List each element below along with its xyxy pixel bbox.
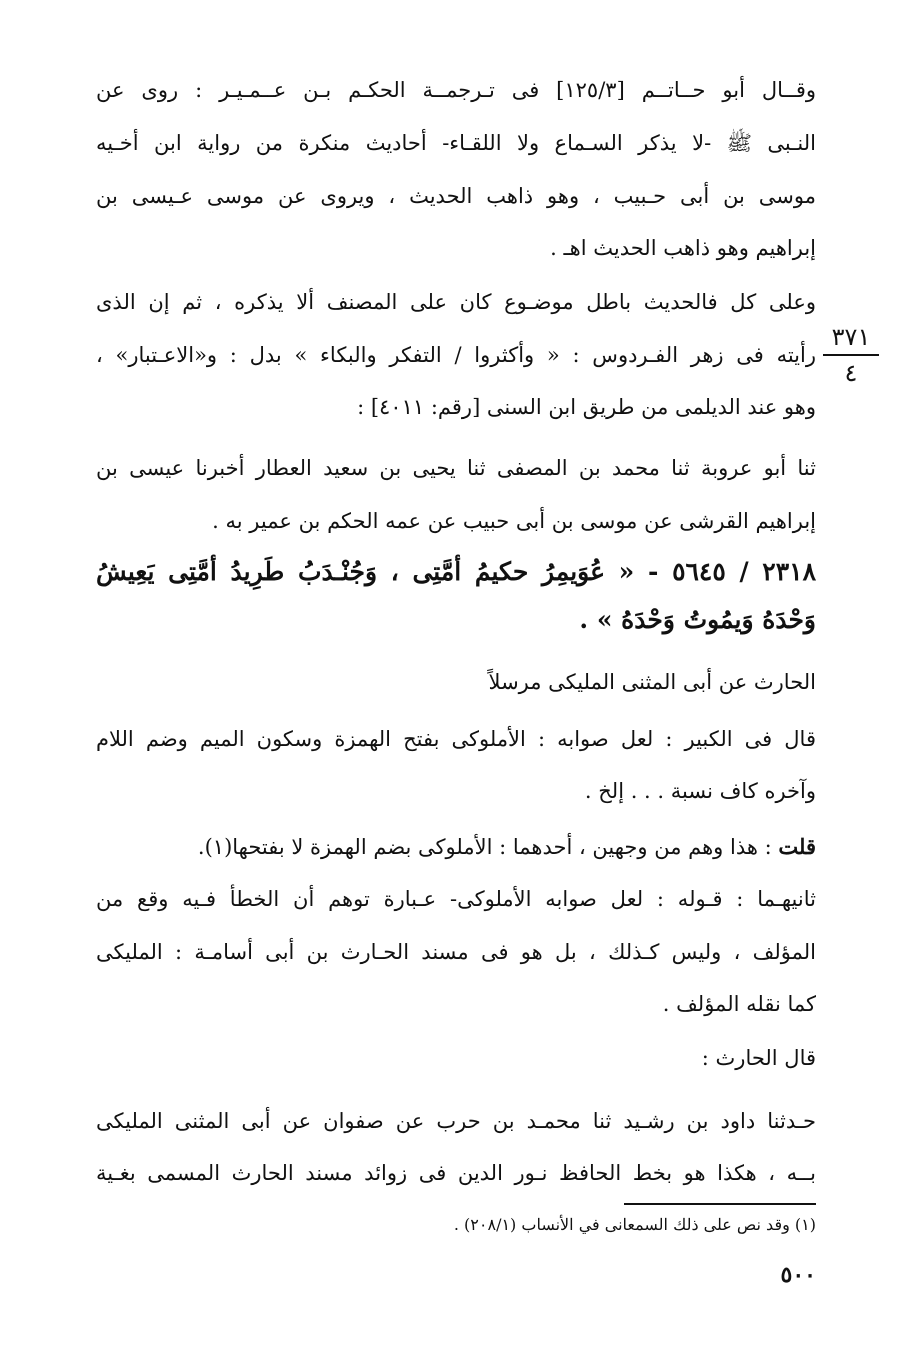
text-line: حـدثنا داود بن رشـيد ثنا محمـد بن حرب عن صفوان عن أبى المثنى المليكى [96, 1109, 816, 1133]
footnote: (١) وقد نص على ذلك السمعانى في الأنساب (٢٠٨/١) . [453, 1215, 816, 1234]
text-line: الحارث عن أبى المثنى المليكى مرسلاً [488, 670, 816, 694]
text-line: ثانيهـما : قـوله : لعل صوابه الأملوكى- عـبارة توهم أن الخطأ فـيه وقع من [96, 887, 816, 911]
text-line: المؤلف ، وليس كـذلك ، بل هو فى مسند الحـارث بن أبى أسامـة : المليكى [96, 940, 816, 964]
text-line [96, 829, 816, 865]
text-segment: : هذا وهم من وجهين ، أحدهما : الأملوكى بضم الهمزة لا بفتحها(١). [197, 835, 772, 859]
text-line: قال الحارث : [701, 1046, 816, 1070]
text-line: ثنا أبو عروبة ثنا محمد بن المصفى ثنا يحيى بن سعيد العطار أخبرنا عيسى بن [96, 456, 816, 480]
text-line: النـبى ﷺ -لا يذكر السـماع ولا اللقـاء- أحاديث منكرة من رواية ابن أخـيه [96, 131, 816, 155]
text-line: بــه ، هكذا هو بخط الحافظ نـور الدين فى زوائد مسند الحارث المسمى بغـية [96, 1161, 816, 1185]
margin-reference-top: ٣٧١ [823, 322, 879, 356]
text-line: وقــال أبو حــاتــم [١٢٥/٣] فى تـرجمــة الحكـم بـن عــمـيـر : روى عن [96, 78, 816, 102]
qultu-label: قلت [778, 834, 816, 859]
margin-reference [823, 322, 879, 388]
text-line: إبراهيم وهو ذاهب الحديث اهـ . [550, 236, 816, 260]
hadith-line: وَحْدَهُ وَيمُوتُ وَحْدَهُ » . [579, 605, 816, 634]
footnote-divider [624, 1203, 816, 1205]
text-line: إبراهيم القرشى عن موسى بن أبى حبيب عن عمه الحكم بن عمير به . [212, 509, 816, 533]
text-line: قال فى الكبير : لعل صوابه : الأملوكى بفتح الهمزة وسكون الميم وضم اللام [96, 727, 816, 751]
text-line: رأيته فى زهر الفـردوس : « وأكثروا / التفكر والبكاء » بدل : و«الاعـتبار» ، [96, 343, 816, 367]
text-line: موسى بن أبى حـبيب ، وهو ذاهب الحديث ، ويروى عن موسى عـيسى بن [96, 184, 816, 208]
hadith-line: ٢٣١٨ / ٥٦٤٥ - « عُوَيمِرُ حكيمُ أمَّتِى ، وَجُنْـدَبُ طَرِيدُ أمَّتِى يَعِيشُ [96, 557, 816, 586]
margin-reference-bottom: ٤ [844, 359, 858, 387]
text-line: وهو عند الديلمى من طريق ابن السنى [رقم: ٤٠١١] : [357, 395, 816, 419]
page-number: ٥٠٠ [780, 1262, 816, 1288]
text-line: وعلى كل فالحديث باطل موضـوع كان على المصنف ألا يذكره ، ثم إن الذى [96, 290, 816, 314]
text-line: وآخره كاف نسبة . . . إلخ . [584, 779, 816, 803]
text-line: كما نقله المؤلف . [662, 992, 816, 1016]
